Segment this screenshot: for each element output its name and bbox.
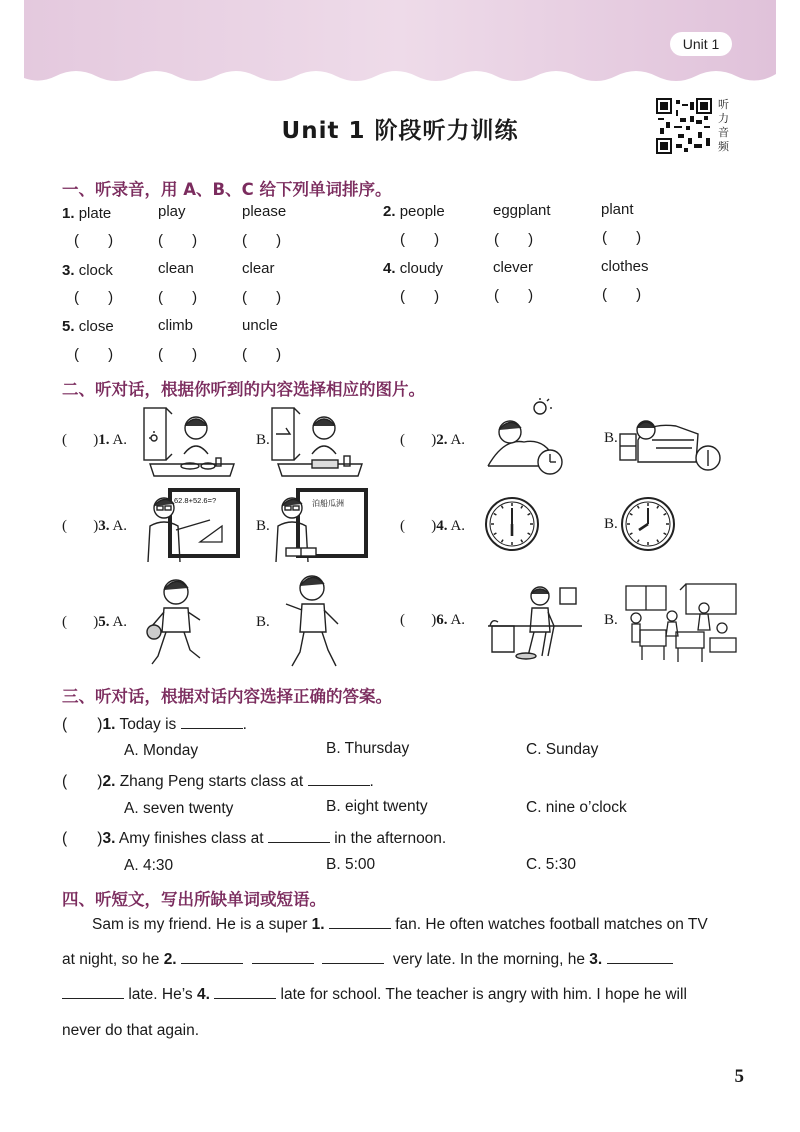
- s1-group3-word2: clean: [158, 260, 194, 277]
- s1-answer-paren[interactable]: ( ): [400, 231, 440, 248]
- s2-item1-picture-b[interactable]: [268, 404, 364, 482]
- s1-answer-paren[interactable]: ( ): [242, 289, 282, 306]
- answer-blank[interactable]: [607, 949, 673, 964]
- s3-q2-option-c[interactable]: C. nine o’clock: [526, 799, 627, 816]
- s3-q2-option-b[interactable]: B. eight twenty: [326, 798, 428, 815]
- answer-blank[interactable]: [329, 914, 391, 929]
- s2-item6-picture-a[interactable]: [488, 582, 584, 662]
- s1-group5-word3: uncle: [242, 317, 278, 334]
- s2-item4-label-b: B.: [604, 516, 618, 532]
- s1-answer-paren[interactable]: ( ): [158, 289, 198, 306]
- qr-label: 听力音频: [718, 98, 729, 153]
- s1-group1-word1: 1. plate: [62, 205, 112, 222]
- s2-item3-picture-b[interactable]: [268, 486, 368, 566]
- answer-blank[interactable]: [62, 984, 124, 999]
- s1-group2-word1: 2. people: [383, 203, 445, 220]
- s1-group5-word1: 5. close: [62, 318, 114, 335]
- s2-item3-label: ( )3. A.: [62, 518, 128, 534]
- s3-q1-option-b[interactable]: B. Thursday: [326, 740, 410, 757]
- s2-item4-clock-a[interactable]: [484, 496, 540, 552]
- s1-answer-paren[interactable]: ( ): [74, 232, 114, 249]
- answer-blank[interactable]: [252, 949, 314, 964]
- page-number: 5: [734, 1066, 744, 1087]
- s1-group5-word2: climb: [158, 317, 194, 334]
- s2-item5-label: ( )5. A.: [62, 614, 128, 630]
- s3-question2: ( )2. Zhang Peng starts class at .: [62, 773, 374, 790]
- s1-answer-paren[interactable]: ( ): [74, 289, 114, 306]
- s2-item2-label-b: B.: [604, 430, 618, 446]
- s1-group2-word2: eggplant: [493, 202, 551, 219]
- s3-q3-option-a[interactable]: A. 4:30: [124, 857, 174, 874]
- s1-answer-paren[interactable]: ( ): [494, 231, 534, 248]
- s1-answer-paren[interactable]: ( ): [602, 286, 642, 303]
- answer-blank[interactable]: [214, 984, 276, 999]
- s3-q3-option-b[interactable]: B. 5:00: [326, 856, 376, 873]
- unit-tab: Unit 1: [670, 32, 732, 56]
- page-title: Unit 1 阶段听力训练: [281, 118, 519, 144]
- s4-line3: late. He’s 4. late for school. The teacher is angry with him. I hope he will: [62, 977, 752, 1012]
- s1-answer-paren[interactable]: ( ): [158, 346, 198, 363]
- section2-heading: 二、听对话，根据你听到的内容选择相应的图片。: [62, 380, 425, 399]
- s4-line2: at night, so he 2. very late. In the morning, he 3.: [62, 942, 752, 977]
- s2-item3-label-b: B.: [256, 518, 270, 534]
- s2-item2-picture-b[interactable]: [616, 400, 724, 478]
- answer-blank[interactable]: [268, 828, 330, 843]
- answer-blank[interactable]: [322, 949, 384, 964]
- section1-heading: 一、听录音，用 A、B、C 给下列单词排序。: [62, 180, 392, 199]
- s2-item5-picture-a[interactable]: [142, 576, 208, 670]
- s2-item1-label: ( )1. A.: [62, 432, 128, 448]
- s2-item6-label-b: B.: [604, 612, 618, 628]
- board-text-a: 62.8+52.6=?: [174, 496, 217, 505]
- s1-answer-paren[interactable]: ( ): [494, 287, 534, 304]
- s1-answer-paren[interactable]: ( ): [602, 229, 642, 246]
- s2-item4-label: ( )4. A.: [400, 518, 466, 534]
- s3-q1-option-c[interactable]: C. Sunday: [526, 741, 599, 758]
- section3-heading: 三、听对话，根据对话内容选择正确的答案。: [62, 687, 392, 706]
- s2-item4-clock-b[interactable]: [620, 496, 676, 552]
- s2-item5-label-b: B.: [256, 614, 270, 630]
- s1-group1-word2: play: [158, 203, 186, 220]
- s1-answer-paren[interactable]: ( ): [158, 232, 198, 249]
- s2-item2-label: ( )2. A.: [400, 432, 466, 448]
- answer-blank[interactable]: [181, 714, 243, 729]
- s2-item3-picture-a[interactable]: [140, 486, 240, 566]
- s3-question1: ( )1. Today is .: [62, 716, 247, 733]
- s2-item6-picture-b[interactable]: [620, 580, 740, 668]
- s3-q2-option-a[interactable]: A. seven twenty: [124, 800, 234, 817]
- section4-heading: 四、听短文，写出所缺单词或短语。: [62, 890, 326, 909]
- s2-item5-picture-b[interactable]: [282, 572, 344, 670]
- s1-group4-word1: 4. cloudy: [383, 260, 444, 277]
- s2-item1-picture-a[interactable]: [140, 404, 236, 482]
- s2-item1-label-b: B.: [256, 432, 270, 448]
- s1-answer-paren[interactable]: ( ): [74, 346, 114, 363]
- s1-answer-paren[interactable]: ( ): [400, 288, 440, 305]
- answer-blank[interactable]: [308, 771, 370, 786]
- s1-answer-paren[interactable]: ( ): [242, 232, 282, 249]
- s4-line4: never do that again.: [62, 1022, 200, 1039]
- s4-line1: Sam is my friend. He is a super 1. fan. He often watches football matches on TV: [92, 916, 708, 933]
- s1-group2-word3: plant: [601, 201, 634, 218]
- qr-code-icon: [656, 98, 712, 154]
- s1-answer-paren[interactable]: ( ): [242, 346, 282, 363]
- s2-item6-label: ( )6. A.: [400, 612, 466, 628]
- s3-q3-option-c[interactable]: C. 5:30: [526, 856, 576, 873]
- board-text-b: 泊船瓜洲: [312, 499, 344, 508]
- s1-group3-word3: clear: [242, 260, 275, 277]
- header-banner: [24, 0, 776, 88]
- s3-q1-option-a[interactable]: A. Monday: [124, 742, 199, 759]
- s1-group4-word3: clothes: [601, 258, 649, 275]
- s2-item2-picture-a[interactable]: [484, 398, 568, 478]
- s3-question3: ( )3. Amy finishes class at in the afternoon.: [62, 830, 447, 847]
- s1-group1-word3: please: [242, 203, 287, 220]
- s1-group4-word2: clever: [493, 259, 534, 276]
- s1-group3-word1: 3. clock: [62, 262, 113, 279]
- answer-blank[interactable]: [181, 949, 243, 964]
